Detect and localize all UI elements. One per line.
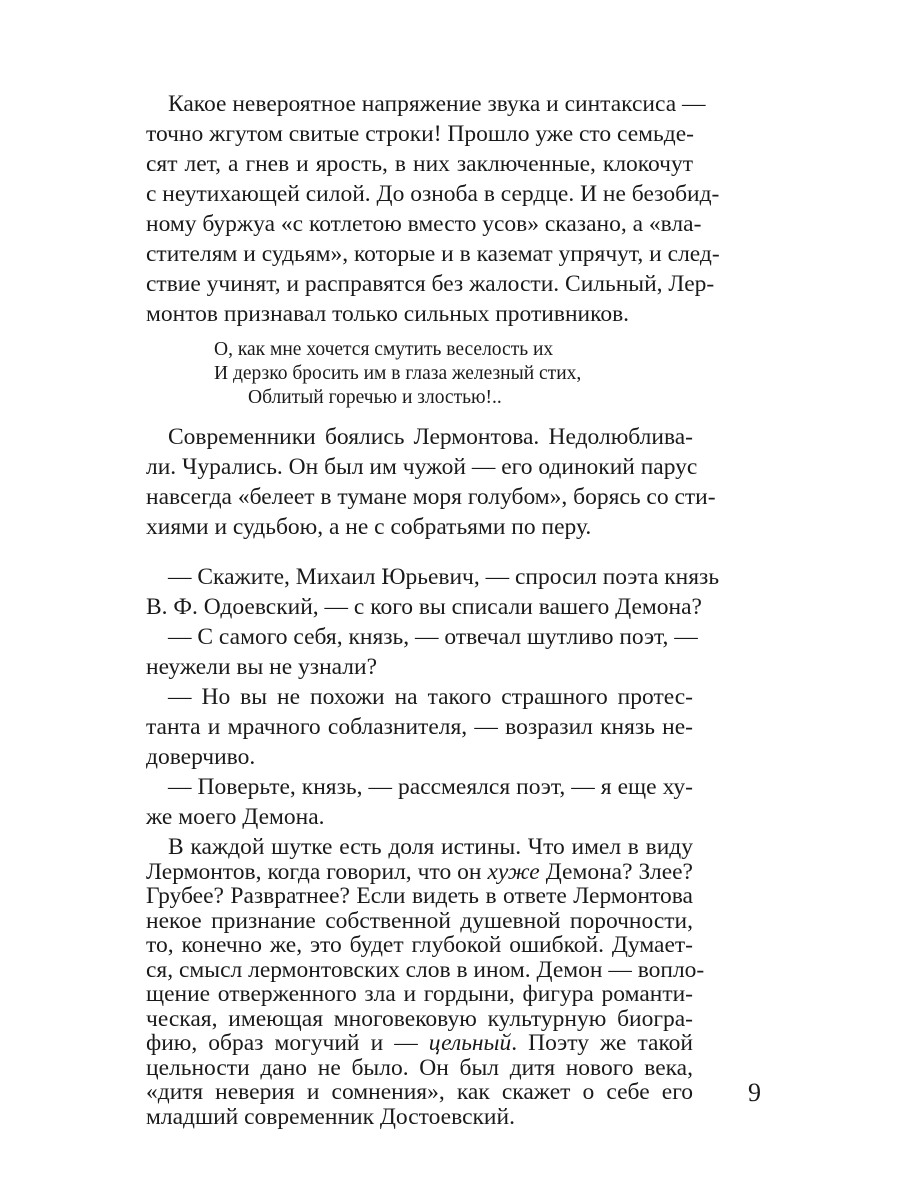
verse-line: О, как мне хочется смутить веселость их [214,339,554,360]
text-line: ному буржуа «с котлетою вместо усов» сказано, а «вла- [146,211,702,237]
text-line: навсегда «белеет в тумане моря голубом», борясь со сти- [146,484,716,510]
text-line: ствие учинят, и расправятся без жалости. Сильный, Лер- [146,271,715,297]
page-number: 9 [748,1078,761,1107]
text-span: фию, образ могучий и — [146,1030,429,1056]
text-line: ческая, имеющая многовековую культурную биогра- [146,1005,693,1032]
text-line: ся, смысл лермонтовских слов в ином. Демон — вопло- [146,956,705,983]
text-line: «дитя неверия и сомнения», как скажет о себе его [146,1079,693,1105]
text-line: Какое невероятное напряжение звука и синтаксиса — [168,91,706,117]
text-line: ли. Чурались. Он был им чужой — его одинокий парус [146,454,698,480]
text-line: стителям и судьям», которые и в каземат упрячут, и след- [146,241,720,267]
dialogue-line: танта и мрачного соблазнителя, — возразил князь не- [146,714,693,740]
dialogue-line: В. Ф. Одоевский, — с кого вы списали вашего Демона? [146,594,702,620]
dialogue-line: — Скажите, Михаил Юрьевич, — спросил поэта князь [168,564,720,590]
text-line: щение отверженного зла и гордыни, фигура романти- [146,981,693,1007]
dialogue-line: — С самого себя, князь, — отвечал шутливо поэт, — [168,624,698,650]
verse-line: И дерзко бросить им в глаза железный стих, [214,363,582,384]
text-line: с неутихающей силой. До озноба в сердце. И не безобид- [146,181,720,207]
text-line: точно жгутом свитые строки! Прошло уже сто семьде- [146,121,694,147]
verse-line: Облитый горечью и злостью!.. [248,387,502,408]
dialogue-line: неужели вы не узнали? [146,654,378,680]
text-line: сят лет, а гнев и ярость, в них заключенные, клокочут [146,151,693,177]
text-span: . Поэту же такой [511,1030,693,1056]
text-line: цельности дано не было. Он был дитя нового века, [146,1054,693,1081]
dialogue-line: же моего Демона. [146,804,325,830]
text-span: Демона? Злее? [539,858,693,885]
text-line: Современники боялись Лермонтова. Недолюблива- [168,424,693,450]
text-line: некое признание собственной душевной порочности, [146,907,693,934]
italic-emphasis: хуже [487,858,540,885]
text-line: монтов признавал только сильных противников. [146,301,630,327]
dialogue-line: — Поверьте, князь, — рассмеялся поэт, — я еще ху- [168,774,693,800]
text-line: то, конечно же, это будет глубокой ошибкой. Думает- [146,932,693,958]
text-span: Лермонтов, когда говорил, что он [146,858,488,885]
dialogue-line: — Но вы не похожи на такого страшного протес- [168,684,693,710]
text-line: В каждой шутке есть доля истины. Что имел в виду [168,834,693,860]
text-line: младший современник Достоевский. [146,1103,515,1130]
text-line: Грубее? Развратнее? Если видеть в ответе Лермонтова [146,883,693,909]
dialogue-line: доверчиво. [146,744,256,770]
italic-emphasis: цельный [428,1030,512,1056]
text-line: хиями и судьбою, а не с собратьями по перу. [146,514,592,540]
